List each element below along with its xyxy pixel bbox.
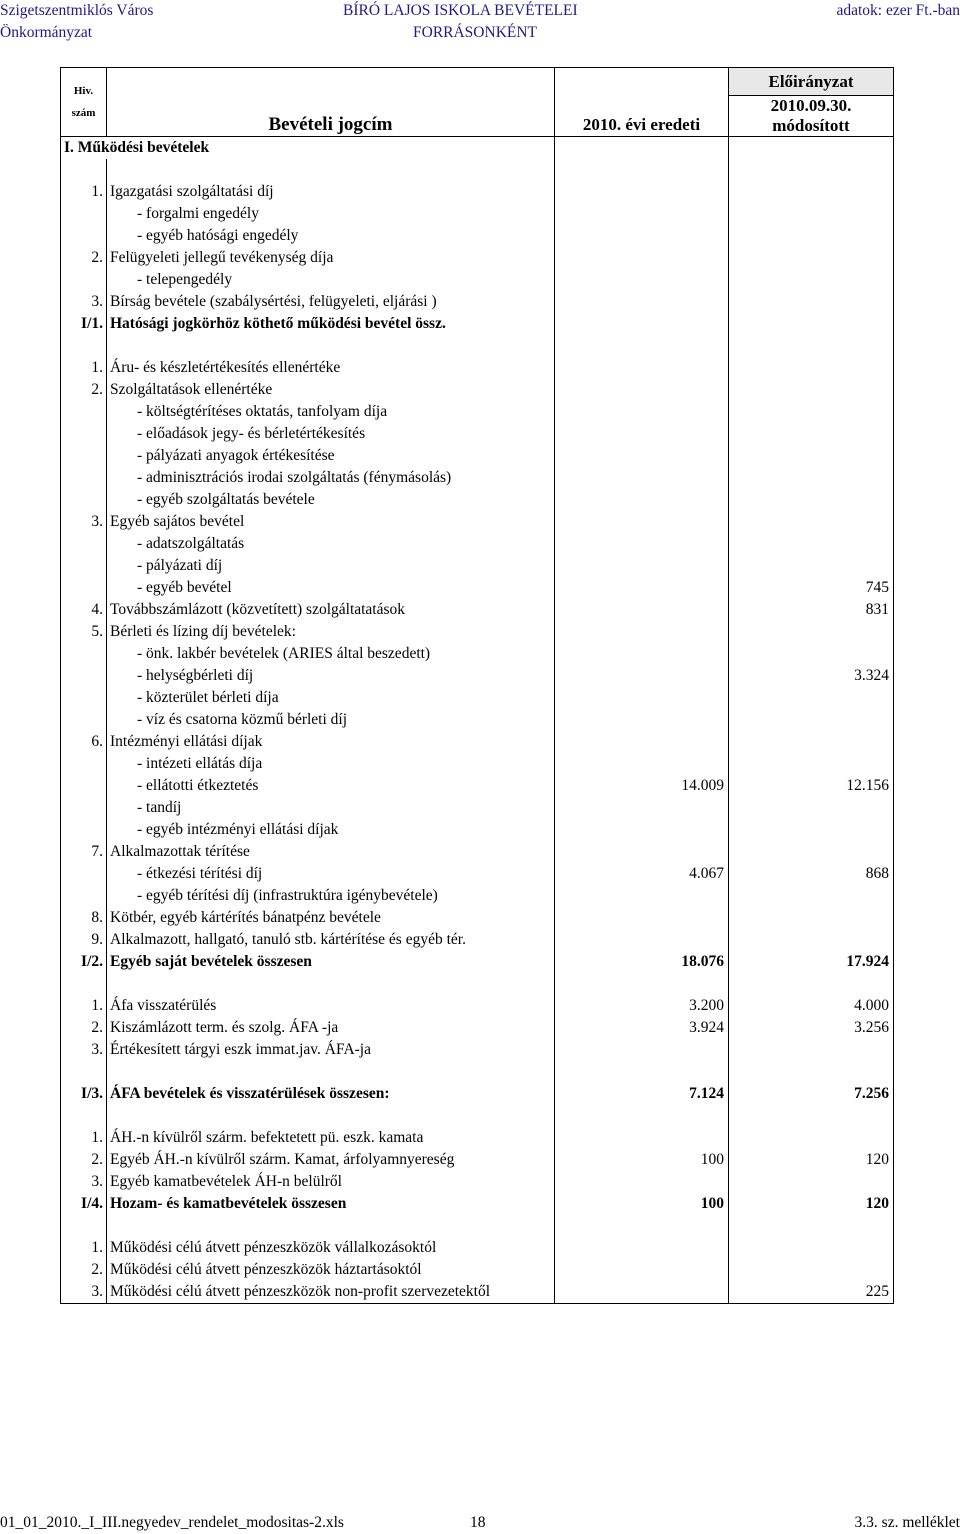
table-row — [61, 247, 894, 269]
table-row — [61, 1237, 894, 1259]
row-number: 3. — [61, 511, 107, 533]
value-modified — [729, 159, 894, 181]
table-row — [61, 819, 894, 841]
value-modified — [729, 1237, 894, 1259]
value-original — [555, 1127, 729, 1149]
value-original — [555, 203, 729, 225]
row-label: - intézeti ellátás díja — [107, 753, 555, 775]
value-modified — [729, 907, 894, 929]
row-number — [61, 533, 107, 555]
value-modified — [729, 1215, 894, 1237]
table-row — [61, 863, 894, 885]
value-modified — [729, 423, 894, 445]
row-label: Működési célú átvett pénzeszközök háztartásoktól — [107, 1259, 555, 1281]
row-label — [107, 1215, 555, 1237]
value-original: 18.076 — [555, 951, 729, 973]
value-original: 4.067 — [555, 863, 729, 885]
value-original — [555, 1259, 729, 1281]
table-row — [61, 1215, 894, 1237]
value-modified — [729, 643, 894, 665]
row-label: - egyéb szolgáltatás bevétele — [107, 489, 555, 511]
row-number — [61, 885, 107, 907]
row-label: - étkezési térítési díj — [107, 863, 555, 885]
table-row — [61, 1127, 894, 1149]
row-label: ÁH.-n kívülről szárm. befektetett pü. eszk. kamata — [107, 1127, 555, 1149]
footer-filename: 01_01_2010._I_III.negyedev_rendelet_modositas-2.xls — [0, 1514, 344, 1531]
row-number: 8. — [61, 907, 107, 929]
table-row — [61, 357, 894, 379]
value-original — [555, 643, 729, 665]
table-row — [61, 1083, 894, 1105]
table-row — [61, 1193, 894, 1215]
row-number — [61, 423, 107, 445]
row-label: - előadások jegy- és bérletértékesítés — [107, 423, 555, 445]
value-original — [555, 247, 729, 269]
value-original — [555, 577, 729, 599]
value-modified — [729, 335, 894, 357]
row-number — [61, 159, 107, 181]
row-label: - egyéb hatósági engedély — [107, 225, 555, 247]
section-heading: I. Működési bevételek — [61, 137, 107, 160]
value-modified: 12.156 — [729, 775, 894, 797]
value-modified — [729, 269, 894, 291]
row-number: 5. — [61, 621, 107, 643]
row-number — [61, 643, 107, 665]
value-modified — [729, 313, 894, 335]
value-modified — [729, 731, 894, 753]
value-modified — [729, 1061, 894, 1083]
table-row — [61, 665, 894, 687]
table-row — [61, 511, 894, 533]
row-number — [61, 775, 107, 797]
header-title-line2: FORRÁSONKÉNT — [413, 24, 538, 41]
row-label: Működési célú átvett pénzeszközök non-profit szervezetektől — [107, 1281, 555, 1304]
table-row — [61, 841, 894, 863]
value-original — [555, 819, 729, 841]
row-label: ÁFA bevételek és visszatérülések összesen: — [107, 1083, 555, 1105]
table-row — [61, 951, 894, 973]
row-number — [61, 577, 107, 599]
value-original: 14.009 — [555, 775, 729, 797]
row-number — [61, 225, 107, 247]
row-number: 2. — [61, 1149, 107, 1171]
table-row — [61, 533, 894, 555]
value-original — [555, 621, 729, 643]
row-number: 2. — [61, 1017, 107, 1039]
value-original — [555, 1105, 729, 1127]
row-label: Továbbszámlázott (közvetített) szolgáltatatások — [107, 599, 555, 621]
table-row — [61, 797, 894, 819]
row-label — [107, 1061, 555, 1083]
value-modified — [729, 511, 894, 533]
row-label: - telepengedély — [107, 269, 555, 291]
table-row — [61, 643, 894, 665]
value-modified: 868 — [729, 863, 894, 885]
row-number: I/1. — [61, 313, 107, 335]
row-label: - egyéb intézményi ellátási díjak — [107, 819, 555, 841]
value-modified — [729, 445, 894, 467]
row-number — [61, 269, 107, 291]
value-original — [555, 357, 729, 379]
table-row — [61, 731, 894, 753]
row-number: 6. — [61, 731, 107, 753]
table-row — [61, 1061, 894, 1083]
value-original — [555, 511, 729, 533]
row-label: Egyéb ÁH.-n kívülről szárm. Kamat, árfolyamnyereség — [107, 1149, 555, 1171]
table-row — [61, 1039, 894, 1061]
value-original — [555, 753, 729, 775]
row-number — [61, 819, 107, 841]
table-row — [61, 225, 894, 247]
row-label — [107, 159, 555, 181]
value-original — [555, 159, 729, 181]
header-org-line2: Önkormányzat — [0, 24, 93, 41]
value-original: 7.124 — [555, 1083, 729, 1105]
row-number: 7. — [61, 841, 107, 863]
value-modified: 3.324 — [729, 665, 894, 687]
page-footer — [0, 1512, 960, 1534]
value-original — [555, 489, 729, 511]
table-row — [61, 467, 894, 489]
table-row — [61, 775, 894, 797]
value-original — [555, 907, 729, 929]
value-modified — [729, 379, 894, 401]
row-number: I/4. — [61, 1193, 107, 1215]
row-number: 1. — [61, 1237, 107, 1259]
table-row — [61, 555, 894, 577]
value-original — [555, 269, 729, 291]
value-original — [555, 599, 729, 621]
row-label: - forgalmi engedély — [107, 203, 555, 225]
table-row — [61, 709, 894, 731]
row-label — [107, 973, 555, 995]
value-original — [555, 533, 729, 555]
table-row — [61, 621, 894, 643]
row-label: Kötbér, egyéb kártérítés bánatpénz bevétele — [107, 907, 555, 929]
row-number: 3. — [61, 1039, 107, 1061]
row-number — [61, 467, 107, 489]
row-number — [61, 753, 107, 775]
footer-annex: 3.3. sz. melléklet — [854, 1514, 960, 1531]
table-row — [61, 159, 894, 181]
row-number — [61, 489, 107, 511]
row-label: Alkalmazott, hallgató, tanuló stb. kártérítése és egyéb tér. — [107, 929, 555, 951]
value-original — [555, 665, 729, 687]
value-original — [555, 1039, 729, 1061]
value-modified — [729, 687, 894, 709]
row-label: Intézményi ellátási díjak — [107, 731, 555, 753]
table-row — [61, 1259, 894, 1281]
col-header-hiv: Hiv. szám — [61, 68, 107, 137]
row-number — [61, 1105, 107, 1127]
row-label — [107, 335, 555, 357]
col-header-modositott: 2010.09.30. módosított — [729, 96, 894, 137]
value-original — [555, 291, 729, 313]
value-original — [555, 797, 729, 819]
page-header — [0, 0, 960, 48]
row-number: 1. — [61, 181, 107, 203]
row-number: 3. — [61, 1281, 107, 1304]
row-label: - egyéb bevétel — [107, 577, 555, 599]
value-modified — [729, 357, 894, 379]
row-label: Kiszámlázott term. és szolg. ÁFA -ja — [107, 1017, 555, 1039]
value-modified — [729, 929, 894, 951]
value-modified: 831 — [729, 599, 894, 621]
value-modified — [729, 1105, 894, 1127]
row-label: - adatszolgáltatás — [107, 533, 555, 555]
value-original — [555, 423, 729, 445]
value-original — [555, 709, 729, 731]
row-label: - pályázati díj — [107, 555, 555, 577]
value-modified: 3.256 — [729, 1017, 894, 1039]
row-label: - pályázati anyagok értékesítése — [107, 445, 555, 467]
value-modified — [729, 797, 894, 819]
col-header-jogcim: Bevételi jogcím — [107, 68, 555, 137]
table-row — [61, 885, 894, 907]
row-label: Egyéb sajátos bevétel — [107, 511, 555, 533]
value-modified: 7.256 — [729, 1083, 894, 1105]
row-number — [61, 335, 107, 357]
row-label: Bírság bevétele (szabálysértési, felügyeleti, eljárási ) — [107, 291, 555, 313]
row-number: 1. — [61, 995, 107, 1017]
value-original — [555, 929, 729, 951]
value-modified — [729, 533, 894, 555]
value-modified — [729, 1171, 894, 1193]
value-original — [555, 137, 729, 160]
table-row — [61, 423, 894, 445]
table-row — [61, 973, 894, 995]
value-original — [555, 1215, 729, 1237]
row-number — [61, 973, 107, 995]
row-label: - víz és csatorna közmű bérleti díj — [107, 709, 555, 731]
value-original — [555, 841, 729, 863]
row-number: 1. — [61, 1127, 107, 1149]
row-label: Igazgatási szolgáltatási díj — [107, 181, 555, 203]
value-modified — [729, 1127, 894, 1149]
value-modified — [729, 819, 894, 841]
table-row — [61, 203, 894, 225]
footer-page-number: 18 — [470, 1514, 486, 1531]
table-row — [61, 1281, 894, 1304]
value-modified — [729, 137, 894, 160]
row-label: Egyéb kamatbevételek ÁH-n belülről — [107, 1171, 555, 1193]
row-label: - költségtérítéses oktatás, tanfolyam díja — [107, 401, 555, 423]
row-label: Áru- és készletértékesítés ellenértéke — [107, 357, 555, 379]
value-modified: 4.000 — [729, 995, 894, 1017]
value-modified: 120 — [729, 1149, 894, 1171]
row-number — [61, 401, 107, 423]
value-modified: 17.924 — [729, 951, 894, 973]
value-modified — [729, 753, 894, 775]
row-number — [61, 203, 107, 225]
value-modified — [729, 291, 894, 313]
value-modified — [729, 555, 894, 577]
table-header — [61, 68, 894, 137]
row-number — [61, 1215, 107, 1237]
row-number: I/2. — [61, 951, 107, 973]
value-modified — [729, 973, 894, 995]
row-label: - önk. lakbér bevételek (ARIES által beszedett) — [107, 643, 555, 665]
value-modified: 745 — [729, 577, 894, 599]
row-number — [61, 709, 107, 731]
row-label — [107, 1105, 555, 1127]
value-modified — [729, 885, 894, 907]
row-label: Felügyeleti jellegű tevékenység díja — [107, 247, 555, 269]
value-original: 3.200 — [555, 995, 729, 1017]
table-row — [61, 291, 894, 313]
row-label: Bérleti és lízing díj bevételek: — [107, 621, 555, 643]
value-original — [555, 1237, 729, 1259]
row-number: 9. — [61, 929, 107, 951]
table-row — [61, 1149, 894, 1171]
col-header-eloiranyzat: Előirányzat — [729, 68, 894, 96]
value-original — [555, 555, 729, 577]
value-original — [555, 1061, 729, 1083]
value-original — [555, 885, 729, 907]
table-row — [61, 687, 894, 709]
table-row — [61, 1105, 894, 1127]
revenue-table — [60, 67, 894, 1304]
row-number — [61, 797, 107, 819]
table-row — [61, 753, 894, 775]
value-original — [555, 1171, 729, 1193]
row-number: 4. — [61, 599, 107, 621]
value-modified — [729, 709, 894, 731]
row-number: I/3. — [61, 1083, 107, 1105]
value-modified — [729, 841, 894, 863]
value-modified: 225 — [729, 1281, 894, 1304]
value-modified — [729, 401, 894, 423]
table-row — [61, 907, 894, 929]
value-original — [555, 467, 729, 489]
value-original — [555, 225, 729, 247]
value-modified: 120 — [729, 1193, 894, 1215]
table-row — [61, 1017, 894, 1039]
value-original — [555, 1281, 729, 1304]
value-modified — [729, 1259, 894, 1281]
value-modified — [729, 181, 894, 203]
value-original — [555, 313, 729, 335]
table-row — [61, 445, 894, 467]
value-original — [555, 335, 729, 357]
value-modified — [729, 489, 894, 511]
row-number: 2. — [61, 379, 107, 401]
value-original — [555, 181, 729, 203]
table-row — [61, 577, 894, 599]
table-row — [61, 379, 894, 401]
row-label: - adminisztrációs irodai szolgáltatás (fénymásolás) — [107, 467, 555, 489]
value-original — [555, 687, 729, 709]
section-heading-row — [61, 137, 894, 160]
value-original — [555, 401, 729, 423]
row-label: Értékesített tárgyi eszk immat.jav. ÁFA-ja — [107, 1039, 555, 1061]
row-number — [61, 555, 107, 577]
table-row — [61, 335, 894, 357]
row-label: Működési célú átvett pénzeszközök vállalkozásoktól — [107, 1237, 555, 1259]
value-modified — [729, 467, 894, 489]
header-title-line1: BÍRÓ LAJOS ISKOLA BEVÉTELEI — [343, 2, 578, 19]
table-row — [61, 1171, 894, 1193]
header-org-line1: Szigetszentmiklós Város — [0, 2, 154, 19]
row-label: Áfa visszatérülés — [107, 995, 555, 1017]
row-label: - közterület bérleti díja — [107, 687, 555, 709]
value-original: 100 — [555, 1193, 729, 1215]
row-label: Szolgáltatások ellenértéke — [107, 379, 555, 401]
value-original — [555, 445, 729, 467]
table-row — [61, 489, 894, 511]
table-row — [61, 599, 894, 621]
value-original — [555, 731, 729, 753]
table-row — [61, 929, 894, 951]
row-label: - tandíj — [107, 797, 555, 819]
table-row — [61, 269, 894, 291]
row-number — [61, 445, 107, 467]
row-number: 3. — [61, 1171, 107, 1193]
table-row — [61, 401, 894, 423]
row-number: 2. — [61, 1259, 107, 1281]
row-label: Egyéb saját bevételek összesen — [107, 951, 555, 973]
table-body — [61, 137, 894, 1304]
row-label: Alkalmazottak térítése — [107, 841, 555, 863]
col-header-eredeti: 2010. évi eredeti — [555, 68, 729, 137]
table-row — [61, 181, 894, 203]
table-row — [61, 995, 894, 1017]
header-units: adatok: ezer Ft.-ban — [836, 2, 960, 19]
row-number — [61, 863, 107, 885]
value-original: 100 — [555, 1149, 729, 1171]
value-original — [555, 973, 729, 995]
value-modified — [729, 203, 894, 225]
value-modified — [729, 247, 894, 269]
row-number: 3. — [61, 291, 107, 313]
row-number — [61, 687, 107, 709]
row-number: 2. — [61, 247, 107, 269]
row-label: - ellátotti étkeztetés — [107, 775, 555, 797]
value-original: 3.924 — [555, 1017, 729, 1039]
value-modified — [729, 225, 894, 247]
row-number — [61, 665, 107, 687]
row-label: Hatósági jogkörhöz köthető működési bevétel össz. — [107, 313, 555, 335]
value-modified — [729, 1039, 894, 1061]
value-original — [555, 379, 729, 401]
table-row — [61, 313, 894, 335]
value-modified — [729, 621, 894, 643]
row-number — [61, 1061, 107, 1083]
row-label: - egyéb térítési díj (infrastruktúra igénybevétele) — [107, 885, 555, 907]
row-label: - helységbérleti díj — [107, 665, 555, 687]
row-number: 1. — [61, 357, 107, 379]
row-label: Hozam- és kamatbevételek összesen — [107, 1193, 555, 1215]
